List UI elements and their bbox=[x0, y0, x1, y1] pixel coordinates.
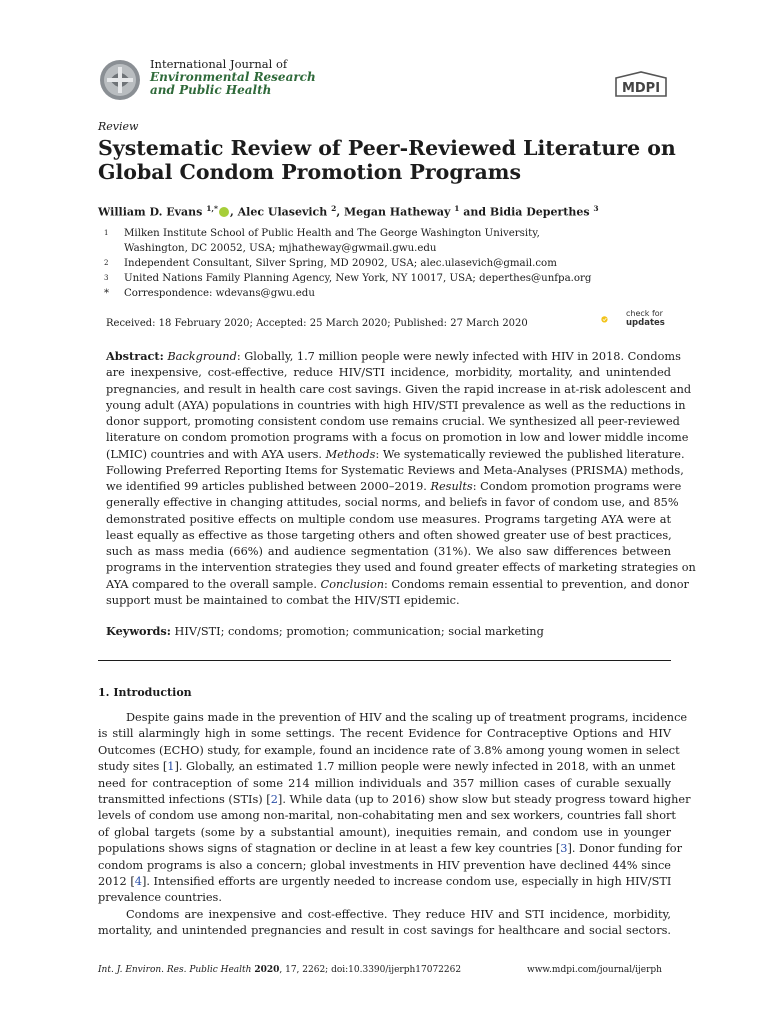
check-updates-line-1: check for bbox=[626, 309, 663, 318]
orcid-icon[interactable] bbox=[219, 207, 229, 217]
affiliation-item bbox=[104, 256, 591, 271]
correspondence-mark: * bbox=[104, 288, 109, 299]
abstract-line: donor support, promoting consistent condom use remains crucial. We synthesized all peer-reviewed bbox=[106, 415, 680, 428]
body-text: ]. Globally, an estimated 1.7 million people were newly infected in 2018, with an unmet bbox=[174, 760, 676, 774]
abstract-line bbox=[106, 348, 681, 365]
affiliation-text: Washington, DC 20052, USA; mjhatheway@gwmail.gwu.edu bbox=[124, 243, 437, 254]
affiliation-number bbox=[104, 241, 124, 256]
footer-journal-abbr: Int. J. Environ. Res. Public Health bbox=[98, 965, 252, 975]
footer-year: 2020 bbox=[254, 965, 280, 975]
body-line: condom programs is also a concern; global investments in HIV prevention have declined 44% since bbox=[98, 858, 671, 872]
footer-doi: , 17, 2262; doi:10.3390/ijerph17072262 bbox=[279, 965, 462, 975]
introduction-body bbox=[98, 710, 691, 940]
journal-line-1: International Journal of bbox=[150, 57, 288, 71]
abstract-line: generally effective in changing attitudes, social norms, and beliefs in favor of condom use, and 85% bbox=[106, 496, 679, 510]
abstract-text: : We systematically reviewed the published literature. bbox=[375, 447, 685, 461]
affiliation-item bbox=[104, 241, 591, 256]
body-text: ]. Donor funding for bbox=[567, 842, 683, 856]
body-line: levels of condom use among non-marital, non-cohabitating men and sex workers, countries fall short bbox=[98, 809, 676, 823]
results-label: Results bbox=[430, 480, 473, 493]
keywords-label: Keywords: bbox=[106, 624, 171, 638]
check-for-updates-label[interactable] bbox=[626, 309, 665, 328]
abstract-text: (LMIC) countries and with AYA users. bbox=[106, 447, 326, 461]
body-line: Condoms are inexpensive and cost-effective. They reduce HIV and STI incidence, morbidity, bbox=[126, 907, 671, 921]
keywords-text: HIV/STI; condoms; promotion; communication; social marketing bbox=[170, 625, 544, 638]
body-text: ]. Intensified efforts are urgently needed to increase condom use, especially in high HIV/STI bbox=[141, 875, 672, 889]
affiliation-number: 1 bbox=[104, 229, 109, 237]
abstract-line bbox=[106, 479, 682, 495]
citation-link[interactable]: 1 bbox=[167, 760, 175, 774]
section-heading-introduction: 1. Introduction bbox=[98, 686, 192, 699]
body-line: of global targets (some by a substantial amount), inequities remain, and condom use in younger bbox=[98, 825, 671, 839]
footer-journal-url[interactable]: www.mdpi.com/journal/ijerph bbox=[527, 965, 662, 975]
author-4: and Bidia Deperthes bbox=[459, 205, 590, 219]
publication-dates: Received: 18 February 2020; Accepted: 25 March 2020; Published: 27 March 2020 bbox=[106, 318, 528, 329]
background-label: Background bbox=[167, 350, 237, 363]
author-list bbox=[98, 204, 599, 219]
footer-citation bbox=[98, 965, 461, 975]
affiliation-item bbox=[104, 271, 591, 286]
author-3: , Megan Hatheway bbox=[336, 205, 451, 219]
journal-line-2: Environmental Research bbox=[150, 70, 316, 84]
affiliation-item bbox=[104, 286, 591, 301]
abstract-line: are inexpensive, cost-effective, reduce HIV/STI incidence, morbidity, mortality, and unintended bbox=[106, 366, 671, 380]
citation-link[interactable]: 4 bbox=[134, 875, 142, 889]
check-for-updates-icon[interactable] bbox=[601, 309, 623, 331]
affiliation-text: Independent Consultant, Silver Spring, MD 20902, USA; alec.ulasevich@gmail.com bbox=[124, 258, 557, 269]
author-2: , Alec Ulasevich bbox=[229, 205, 328, 219]
abstract-line: programs in the intervention strategies they used and found greater effects of marketing strategies on bbox=[106, 561, 696, 575]
body-line: need for contraception of some 214 million individuals and 357 million cases of curable sexually bbox=[98, 776, 671, 790]
author-1: William D. Evans bbox=[98, 205, 203, 219]
abstract-text: : Condoms remain essential to prevention, and donor bbox=[383, 577, 689, 591]
abstract-text: AYA compared to the overall sample. bbox=[106, 577, 321, 591]
abstract-line: literature on condom promotion programs with a focus on promotion in low and lower middle income bbox=[106, 431, 689, 445]
journal-name bbox=[150, 58, 316, 97]
keywords bbox=[106, 624, 544, 638]
author-4-affil: 3 bbox=[593, 204, 599, 213]
body-line: Outcomes (ECHO) study, for example, found an incidence rate of 3.8% among young women in select bbox=[98, 743, 680, 757]
affiliation-item bbox=[104, 226, 591, 241]
body-line: prevalence countries. bbox=[98, 891, 222, 905]
abstract-line: young adult (AYA) populations in countries with high HIV/STI prevalence as well as the reductions in bbox=[106, 398, 686, 412]
abstract-line: demonstrated positive effects on multiple condom use measures. Programs targeting AYA were at bbox=[106, 512, 671, 526]
section-divider bbox=[98, 660, 671, 661]
mdpi-logo-text: MDPI bbox=[621, 81, 661, 96]
abstract-line: pregnancies, and result in health care cost savings. Given the rapid increase in at-risk adolescent and bbox=[106, 382, 692, 396]
affiliation-text: United Nations Family Planning Agency, New York, NY 10017, USA; deperthes@unfpa.org bbox=[124, 273, 592, 284]
body-text: populations shows signs of stagnation or decline in at least a few key countries [ bbox=[98, 842, 561, 856]
author-2-affil: 2 bbox=[331, 204, 337, 213]
body-text: transmitted infections (STIs) [ bbox=[98, 793, 271, 807]
abstract-line: Following Preferred Reporting Items for Systematic Reviews and Meta-Analyses (PRISMA) methods, bbox=[106, 463, 684, 477]
affiliation-text: Milken Institute School of Public Health and The George Washington University, bbox=[124, 228, 540, 239]
body-line: Despite gains made in the prevention of HIV and the scaling up of treatment programs, incidence bbox=[126, 711, 688, 724]
abstract-label: Abstract: bbox=[106, 349, 164, 363]
body-text: study sites [ bbox=[98, 760, 168, 774]
affiliations bbox=[104, 226, 591, 301]
affiliation-number: 3 bbox=[104, 274, 109, 282]
abstract-line: support must be maintained to combat the HIV/STI epidemic. bbox=[106, 593, 460, 607]
abstract-line: such as mass media (66%) and audience segmentation (31%). We also saw differences between bbox=[106, 545, 671, 558]
abstract-line bbox=[106, 577, 689, 593]
body-line bbox=[98, 792, 691, 808]
affiliation-number: 2 bbox=[104, 259, 109, 267]
abstract-text: : Condom promotion programs were bbox=[472, 480, 682, 493]
abstract-text: : Globally, 1.7 million people were newly infected with HIV in 2018. Condoms bbox=[236, 350, 681, 363]
journal-logo-icon bbox=[98, 58, 142, 102]
journal-line-3: and Public Health bbox=[150, 83, 272, 97]
title-line-2: Global Condom Promotion Programs bbox=[98, 160, 522, 184]
correspondence-text: Correspondence: wdevans@gwu.edu bbox=[124, 288, 315, 299]
abstract-line bbox=[106, 447, 685, 463]
abstract-line: least equally as effective as those targeting others and often showed greater use of best practices, bbox=[106, 528, 672, 542]
body-line: mortality, and unintended pregnancies and result in cost savings for healthcare and social sectors. bbox=[98, 924, 671, 938]
author-1-affil: 1,* bbox=[206, 204, 218, 213]
conclusion-label: Conclusion bbox=[320, 577, 384, 591]
citation-link[interactable]: 3 bbox=[560, 842, 568, 856]
article-type: Review bbox=[98, 120, 139, 133]
body-line: is still alarmingly high in some settings. The recent Evidence for Contraceptive Options and HIV bbox=[98, 727, 671, 741]
citation-link[interactable]: 2 bbox=[270, 793, 278, 807]
abstract bbox=[106, 348, 696, 609]
article-title bbox=[98, 136, 698, 184]
abstract-text: we identified 99 articles published between 2000–2019. bbox=[106, 480, 431, 493]
body-line bbox=[98, 759, 676, 775]
body-text: ]. While data (up to 2016) show slow but steady progress toward higher bbox=[277, 793, 691, 807]
mdpi-logo-icon bbox=[612, 70, 670, 100]
body-line bbox=[98, 841, 683, 857]
body-line bbox=[98, 874, 671, 890]
body-text: 2012 [ bbox=[98, 875, 135, 889]
author-3-affil: 1 bbox=[454, 204, 460, 213]
methods-label: Methods bbox=[325, 447, 376, 461]
title-line-1: Systematic Review of Peer-Reviewed Literature on bbox=[98, 136, 676, 160]
check-updates-line-2: updates bbox=[626, 318, 665, 328]
